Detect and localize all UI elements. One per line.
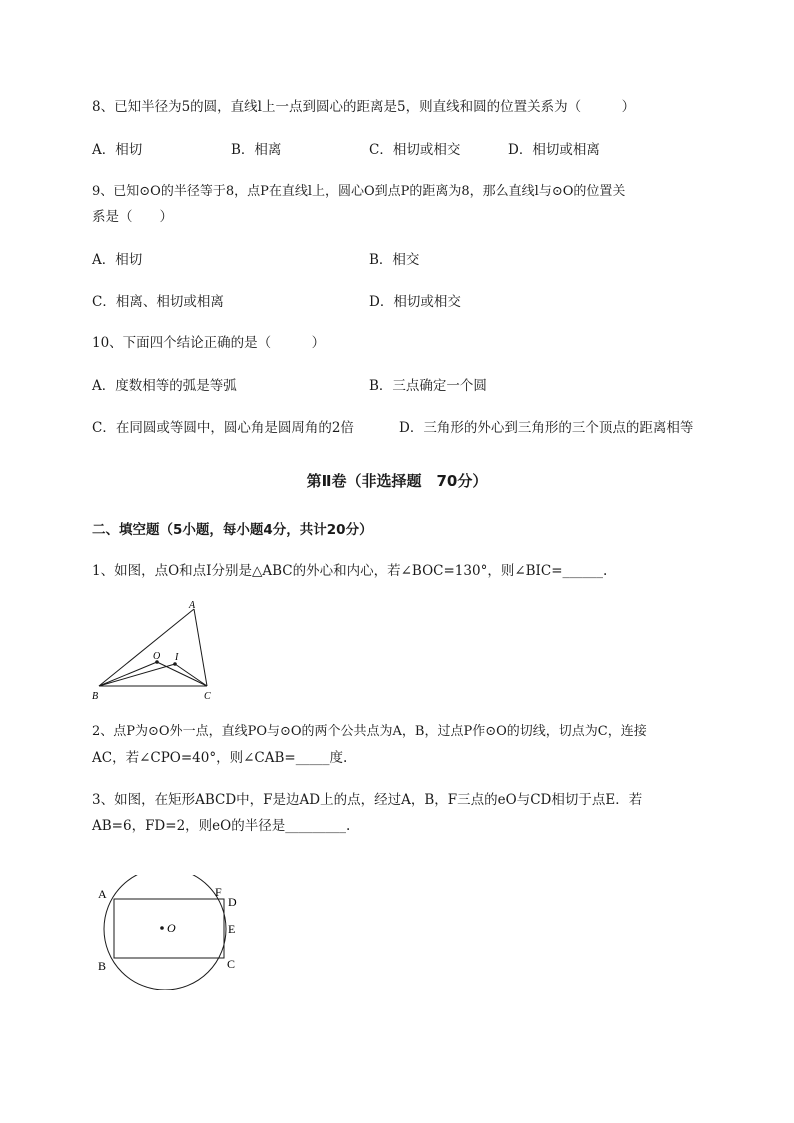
q10-option-d: D．三角形的外心到三角形的三个顶点的距离相等 (399, 420, 694, 436)
label-C: C (204, 691, 211, 702)
label-O: O (153, 651, 161, 662)
question-9-stem-line2: 系是（ ） (92, 209, 173, 225)
label-D: D (228, 895, 237, 909)
q8-option-a: A．相切 (92, 142, 143, 158)
fill-in-2-line2: AC，若∠CPO=40°，则∠CAB=_____度. (92, 750, 348, 766)
label-B: B (98, 959, 107, 973)
fill-in-3-line1: 3、如图，在矩形ABCD中，F是边AD上的点，经过A，B，F三点的eO与CD相切于点E．若 (92, 792, 643, 808)
q10-option-a: A．度数相等的弧是等弧 (92, 378, 237, 394)
label-I: I (175, 652, 179, 663)
fill-in-1-stem: 1、如图，点O和点I分别是△ABC的外心和内心，若∠BOC=130°，则∠BIC=______. (92, 563, 608, 579)
q9-option-a: A．相切 (92, 252, 143, 268)
q8-option-d: D．相切或相离 (508, 142, 600, 158)
fill-in-3-line2: AB=6，FD=2，则eO的半径是_________. (92, 818, 351, 834)
q9-option-d: D．相切或相交 (369, 294, 461, 310)
q8-option-b: B．相离 (231, 142, 282, 158)
question-10-stem: 10、下面四个结论正确的是（ ） (92, 335, 326, 351)
question-9-stem-line1: 9、已知⊙O的半径等于8，点P在直线l上，圆心O到点P的距离为8，那么直线l与⊙O的位置关 (92, 184, 626, 199)
part-2-title: 第Ⅱ卷（非选择题 70分） (306, 472, 488, 490)
question-8-stem: 8、已知半径为5的圆，直线l上一点到圆心的距离是5，则直线和圆的位置关系为（ ） (92, 99, 636, 115)
label-F: F (215, 885, 222, 899)
label-C: C (227, 957, 236, 971)
q9-option-c: C．相离、相切或相离 (92, 294, 224, 310)
q8-option-c: C．相切或相交 (369, 142, 461, 158)
rectangle-circle-figure (88, 875, 248, 990)
q10-option-b: B．三点确定一个圆 (369, 378, 487, 394)
q9-option-b: B．相交 (369, 252, 420, 268)
label-B: B (92, 691, 99, 702)
triangle-figure (88, 598, 228, 706)
fill-in-2-line1: 2、点P为⊙O外一点，直线PO与⊙O的两个公共点为A，B，过点P作⊙O的切线，切点为C，连接 (92, 724, 647, 739)
label-E: E (228, 922, 236, 936)
label-A: A (98, 887, 107, 901)
label-A: A (189, 600, 196, 611)
label-O: O (167, 921, 176, 935)
q10-option-c: C．在同圆或等圆中，圆心角是圆周角的2倍 (92, 420, 354, 436)
fill-in-section-heading: 二、填空题（5小题，每小题4分，共计20分） (92, 522, 373, 538)
